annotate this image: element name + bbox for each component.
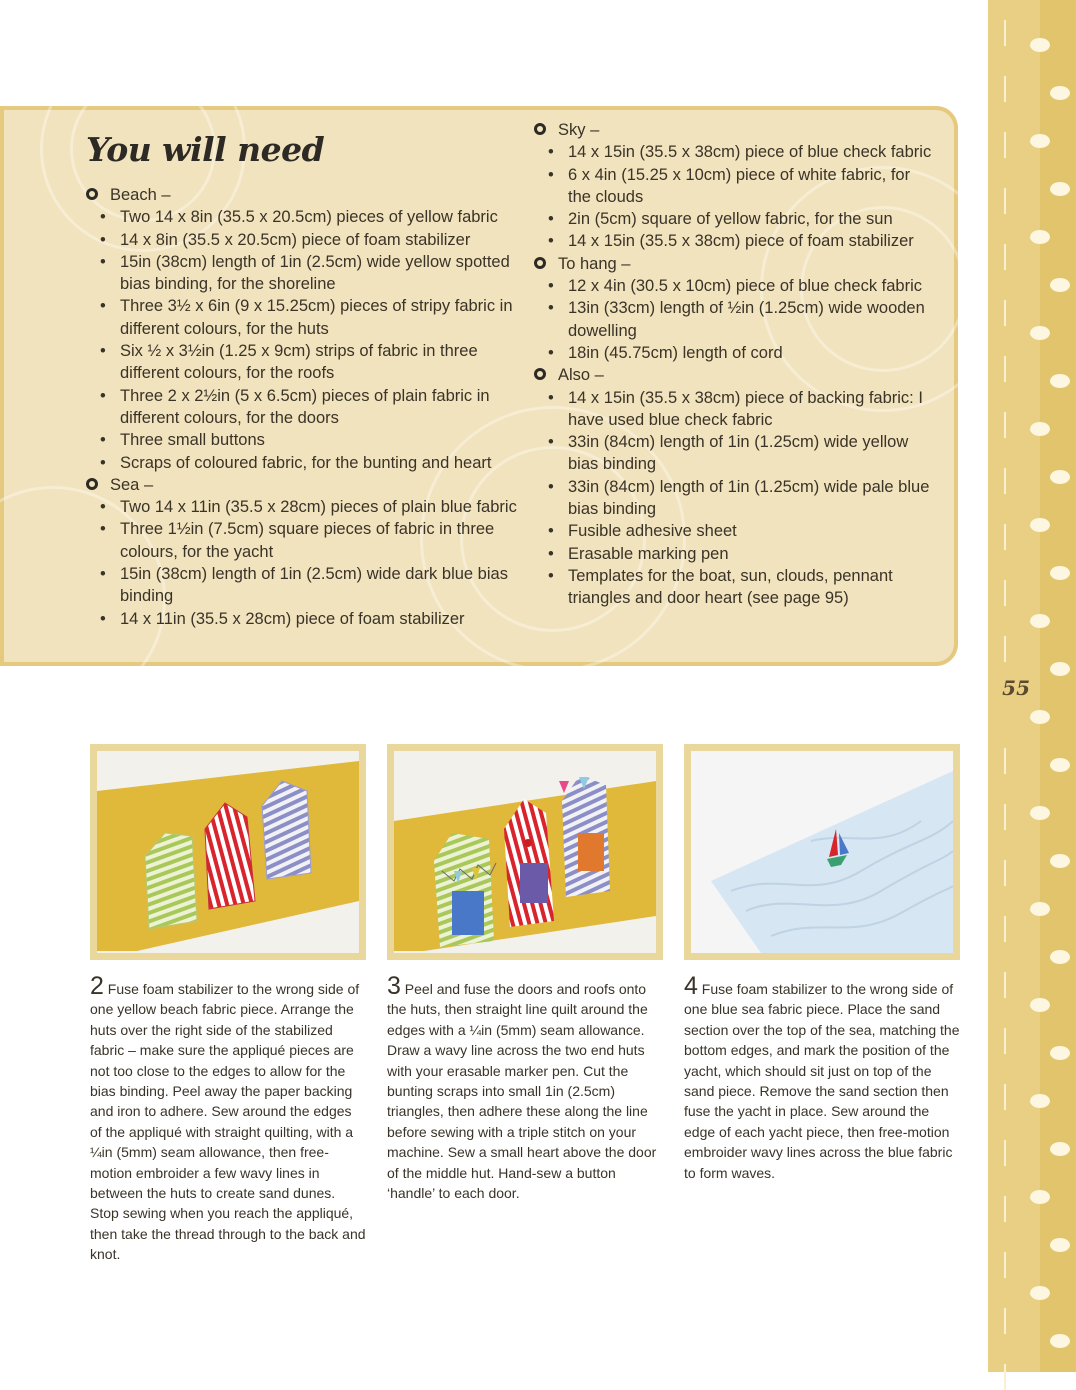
strip-dot [1050,566,1070,580]
list-item: • Six ½ x 3½in (1.25 x 9cm) strips of fabric in three different colours, for the roofs [86,340,526,385]
list-item: • Three 3½ x 6in (9 x 15.25cm) pieces of stripy fabric in different colours, for the huts [86,295,526,340]
strip-dot [1050,1334,1070,1348]
list-item: • Three 2 x 2½in (5 x 6.5cm) pieces of plain fabric in different colours, for the doors [86,385,526,430]
strip-dot [1030,134,1050,148]
strip-dash [1004,412,1006,438]
strip-dash [1004,1308,1006,1334]
list-item: • Two 14 x 8in (35.5 x 20.5cm) pieces of yellow fabric [86,206,526,228]
step-4-body: Fuse foam stabilizer to the wrong side of one blue sea fabric piece. Place the sand section over the top of the sea, matching the bottom edges, and mark the position of the yacht, which should sit just on top of the sand piece. Remove the sand section then fuse the yacht in place. Sew around the edge of each yacht piece, then free-motion embroider wavy lines across the blue fabric to form waves. [684,981,960,1181]
strip-dash [1004,748,1006,774]
strip-dot [1030,998,1050,1012]
group-sky [534,119,934,141]
requirements-column-left [86,184,526,630]
group-sky-label: Sky – [558,121,600,139]
strip-dash [1004,244,1006,270]
strip-dash [1004,804,1006,830]
strip-dot [1050,662,1070,676]
group-beach-label: Beach – [110,186,171,204]
sky-list [534,141,934,252]
circle-bullet-icon [534,368,546,380]
step-4-number: 4 [684,972,698,1000]
group-sea [86,474,526,496]
list-item: • 14 x 15in (35.5 x 38cm) piece of foam stabilizer [534,230,934,252]
strip-dot [1050,1142,1070,1156]
strip-dash [1004,636,1006,662]
list-item: • 14 x 15in (35.5 x 38cm) piece of backing fabric: I have used blue check fabric [534,387,934,432]
circle-bullet-icon [86,478,98,490]
list-item: • 14 x 8in (35.5 x 20.5cm) piece of foam stabilizer [86,229,526,251]
step-3-number: 3 [387,972,401,1000]
group-to-hang-label: To hang – [558,254,631,273]
list-item: • Two 14 x 11in (35.5 x 28cm) pieces of plain blue fabric [86,496,526,518]
huts-with-doors-photo [394,751,656,953]
strip-dot [1050,278,1070,292]
step-4-text [684,972,960,1183]
requirements-panel [0,106,958,666]
strip-dash [1004,1364,1006,1390]
strip-dash [1004,916,1006,942]
step-2-text [90,972,366,1265]
strip-dot [1050,1238,1070,1252]
requirements-column-right [534,119,934,610]
group-also [534,364,934,386]
group-beach [86,184,526,206]
strip-dot [1030,1094,1050,1108]
strip-dash [1004,1140,1006,1166]
strip-dot [1030,230,1050,244]
strip-dash [1004,188,1006,214]
step-3-photo [387,744,663,960]
list-item: • 6 x 4in (15.25 x 10cm) piece of white fabric, for the clouds [534,164,934,209]
group-to-hang [534,253,934,275]
beach-huts-photo [97,751,359,953]
strip-dash [1004,1084,1006,1110]
list-item: • Erasable marking pen [534,543,934,565]
step-4-photo [684,744,960,960]
circle-bullet-icon [534,123,546,135]
strip-dot [1030,710,1050,724]
strip-dot [1030,902,1050,916]
strip-dot [1050,86,1070,100]
strip-dot [1030,422,1050,436]
step-2-body: Fuse foam stabilizer to the wrong side of one yellow beach fabric piece. Arrange the huts over the right side of the stabilized fabric – make sure the appliqué pieces are not too close to the edges to allow for the bias binding. Peel away the paper backing and iron to adhere. Sew around the edges of the appliqué with straight quilting, with a ¼in (5mm) seam allowance, then free-motion embroider a few wavy lines in between the huts to create sand dunes. Stop sewing when you reach the appliqué, then take the thread through to the back and knot. [90,981,366,1263]
also-list [534,387,934,610]
strip-dash [1004,1028,1006,1054]
sea-list [86,496,526,630]
group-sea-label: Sea – [110,475,154,494]
strip-dash [1004,20,1006,46]
list-item: • Templates for the boat, sun, clouds, pennant triangles and door heart (see page 95) [534,565,934,610]
list-item: • 18in (45.75cm) length of cord [534,342,934,364]
strip-dot [1050,1046,1070,1060]
page-number: 55 [1002,676,1030,700]
step-3-body: Peel and fuse the doors and roofs onto the huts, then straight line quilt around the edges with a ¼in (5mm) seam allowance. Draw a wavy line across the two end huts with your erasable marker pen. Cut the bunting scraps into small 1in (2.5cm) triangles, then adhere these along the line before sewing with a triple stitch on your machine. Sew a small heart above the door of the middle hut. Hand-sew a button ‘handle’ to each door. [387,981,657,1202]
list-item: • 33in (84cm) length of 1in (1.25cm) wide yellow bias binding [534,431,934,476]
strip-dot [1050,470,1070,484]
step-3-text [387,972,663,1203]
list-item: • 13in (33cm) length of ½in (1.25cm) wide wooden dowelling [534,297,934,342]
list-item: • 15in (38cm) length of 1in (2.5cm) wide dark blue bias binding [86,563,526,608]
list-item: • 33in (84cm) length of 1in (1.25cm) wide pale blue bias binding [534,476,934,521]
strip-dot [1030,518,1050,532]
list-item: • 12 x 4in (30.5 x 10cm) piece of blue check fabric [534,275,934,297]
strip-dot [1050,854,1070,868]
list-item: • 15in (38cm) length of 1in (2.5cm) wide yellow spotted bias binding, for the shoreline [86,251,526,296]
strip-dot [1050,374,1070,388]
strip-dash [1004,132,1006,158]
strip-dot [1050,950,1070,964]
sea-with-yacht-photo [691,751,953,953]
strip-dot [1030,1190,1050,1204]
list-item: • 2in (5cm) square of yellow fabric, for the sun [534,208,934,230]
strip-dash [1004,972,1006,998]
strip-dash [1004,76,1006,102]
strip-dash [1004,860,1006,886]
strip-dash [1004,300,1006,326]
strip-dot [1030,326,1050,340]
strip-dot [1030,1286,1050,1300]
to-hang-list [534,275,934,364]
strip-dot [1030,38,1050,52]
circle-bullet-icon [86,188,98,200]
strip-dash [1004,524,1006,550]
strip-dash [1004,1252,1006,1278]
step-2-photo [90,744,366,960]
step-2-number: 2 [90,972,104,1000]
strip-dot [1030,806,1050,820]
strip-dot [1030,614,1050,628]
list-item: • 14 x 15in (35.5 x 38cm) piece of blue check fabric [534,141,934,163]
list-item: • 14 x 11in (35.5 x 28cm) piece of foam stabilizer [86,608,526,630]
strip-dash [1004,1196,1006,1222]
list-item: • Three 1½in (7.5cm) square pieces of fabric in three colours, for the yacht [86,518,526,563]
strip-dot [1050,182,1070,196]
circle-bullet-icon [534,257,546,269]
group-also-label: Also – [558,366,604,385]
list-item: • Fusible adhesive sheet [534,520,934,542]
strip-dot [1050,758,1070,772]
list-item: • Three small buttons [86,429,526,451]
strip-dash [1004,580,1006,606]
strip-dash [1004,468,1006,494]
list-item: • Scraps of coloured fabric, for the bunting and heart [86,452,526,474]
beach-list [86,206,526,474]
strip-dash [1004,356,1006,382]
you-will-need-title: You will need [86,130,325,169]
